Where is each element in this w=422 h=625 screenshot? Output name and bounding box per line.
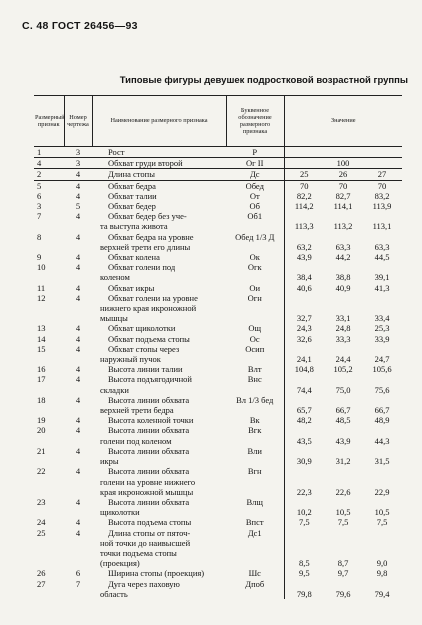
cell-fig: 4 <box>75 364 81 375</box>
cell-value: 26 <box>324 169 362 180</box>
table-row <box>34 191 402 201</box>
cell-num: 2 <box>34 169 64 180</box>
cell-num: 21 <box>37 445 46 456</box>
cell-value: 104,8 <box>284 364 324 374</box>
cell-value: 9,0 <box>376 558 388 569</box>
cell-value: 100 <box>324 158 362 169</box>
cell-num: 23 <box>37 496 46 507</box>
cell-fig: 4 <box>75 466 81 477</box>
cell-name <box>92 497 226 517</box>
cell-value: 32,6 <box>284 334 324 344</box>
cell-name-line: мышцы <box>100 313 128 324</box>
col-header-fig: Номер чертежа <box>64 96 92 147</box>
cell-name-line: Обхват голени под <box>108 262 176 273</box>
table-row <box>34 446 402 466</box>
cell-num: 10 <box>37 262 46 273</box>
table-row <box>34 334 402 344</box>
cell-name-line: складки <box>100 384 129 395</box>
cell-name-line: голени на уровне нижнего <box>100 476 196 487</box>
cell-value: 33,4 <box>374 313 390 324</box>
cell-name-line: коленом <box>100 272 130 283</box>
cell-sym: Внс <box>247 374 262 385</box>
cell-name <box>92 425 226 445</box>
table-row <box>34 169 402 180</box>
cell-num: 25 <box>37 527 46 538</box>
cell-name-line: Длина стопы от пяточ- <box>108 527 191 538</box>
cell-fig: 4 <box>75 262 81 273</box>
cell-sym: Огк <box>247 262 262 273</box>
cell-value: 10,2 <box>284 497 324 517</box>
cell-name-line: та выступа живота <box>100 221 168 232</box>
cell-value: 38,8 <box>335 272 351 283</box>
cell-num: 16 <box>37 364 46 375</box>
cell-name-line: Обхват бедер <box>108 201 156 212</box>
cell-name <box>92 191 226 201</box>
cell-value: 113,3 <box>284 211 324 231</box>
cell-name-line: края икроножной мышцы <box>100 486 194 497</box>
cell-num: 18 <box>37 394 46 405</box>
cell-name-line: область <box>100 588 128 599</box>
cell-sym: Вгн <box>247 466 262 477</box>
cell-name-line: ной точки до наивысшей <box>100 537 191 548</box>
cell-fig: 4 <box>75 252 81 263</box>
cell-name <box>92 180 226 191</box>
cell-value: 41,3 <box>374 282 390 293</box>
cell-num: 19 <box>37 415 46 426</box>
measurements-table <box>34 95 402 599</box>
cell-value: 75,6 <box>374 384 390 395</box>
cell-value: 39,1 <box>374 272 390 283</box>
col-header-name: Наименование размерного признака <box>92 96 226 147</box>
cell-value: 114,2 <box>284 201 324 211</box>
cell-value: 22,3 <box>284 466 324 497</box>
cell-name <box>92 262 226 282</box>
cell-name-line: наружный пучок <box>100 354 161 365</box>
cell-num: 1 <box>34 147 64 158</box>
cell-num: 20 <box>37 425 46 436</box>
cell-name <box>92 466 226 497</box>
table-row <box>34 568 402 578</box>
cell-sym: От <box>249 190 260 201</box>
cell-name-line: Обхват бедра на уровне <box>108 231 194 242</box>
cell-value: 113,2 <box>333 221 353 232</box>
cell-value: 8,7 <box>337 558 349 569</box>
cell-fig: 4 <box>75 517 81 528</box>
table-row <box>34 517 402 527</box>
cell-name <box>92 528 226 569</box>
table-row <box>34 158 402 169</box>
cell-fig: 4 <box>75 292 81 303</box>
cell-name-line: Обхват щиколотки <box>108 323 176 334</box>
cell-fig: 4 <box>75 394 81 405</box>
cell-value: 7,5 <box>376 517 388 528</box>
cell-value: 38,4 <box>284 262 324 282</box>
cell-value: 113,1 <box>372 221 392 232</box>
cell-name-line: верхней трети бедра <box>100 405 174 416</box>
table-row <box>34 364 402 374</box>
cell-name-line: икры <box>100 456 119 467</box>
cell-num: 5 <box>37 180 42 191</box>
cell-value: 24,1 <box>284 344 324 364</box>
cell-fig: 5 <box>75 201 81 212</box>
cell-sym: Вл 1/3 бед <box>236 394 274 405</box>
table-row <box>34 395 402 415</box>
cell-num: 22 <box>37 466 46 477</box>
cell-name <box>92 568 226 578</box>
table-row <box>34 211 402 231</box>
cell-value <box>362 147 402 158</box>
cell-sym: Ос <box>249 333 260 344</box>
cell-value: 27 <box>362 169 402 180</box>
cell-fig: 7 <box>75 578 81 589</box>
cell-name <box>92 364 226 374</box>
cell-value: 32,7 <box>284 293 324 324</box>
cell-sym: Огн <box>247 292 262 303</box>
cell-sym: Вк <box>249 415 260 426</box>
cell-name <box>92 323 226 333</box>
cell-fig: 4 <box>64 169 92 180</box>
cell-value: 43,9 <box>284 252 324 262</box>
cell-value: 82,7 <box>335 190 351 201</box>
cell-fig: 4 <box>75 333 81 344</box>
cell-value: 24,4 <box>335 354 351 365</box>
table-row <box>34 415 402 425</box>
cell-fig: 6 <box>75 568 81 579</box>
cell-value: 63,3 <box>374 241 390 252</box>
cell-num: 11 <box>37 282 46 293</box>
table-row <box>34 323 402 333</box>
cell-name <box>92 293 226 324</box>
cell-value: 40,6 <box>284 283 324 293</box>
cell-num: 12 <box>37 292 46 303</box>
table-row <box>34 201 402 211</box>
cell-value: 113,9 <box>372 201 392 212</box>
cell-fig: 4 <box>75 374 81 385</box>
cell-value: 22,6 <box>335 486 351 497</box>
cell-sym: Влт <box>247 364 262 375</box>
cell-value: 66,7 <box>335 405 351 416</box>
cell-name-line: Высота коленной точки <box>108 415 194 426</box>
cell-name-line: (проекция) <box>100 558 140 569</box>
cell-value: 70 <box>377 180 387 191</box>
cell-value: 44,2 <box>335 252 351 263</box>
cell-sym: Ои <box>249 282 261 293</box>
cell-value: 30,9 <box>284 446 324 466</box>
cell-value: 48,2 <box>284 415 324 425</box>
cell-name-line: Высота подъягодичной <box>108 374 192 385</box>
cell-num: 14 <box>37 333 46 344</box>
cell-name-line: щиколотки <box>100 507 140 518</box>
table-row <box>34 528 402 569</box>
cell-sym: Шс <box>248 568 261 579</box>
cell-sym: Влщ <box>246 496 263 507</box>
cell-name-line: нижнего края икроножной <box>100 303 197 314</box>
table-row <box>34 262 402 282</box>
cell-name <box>92 169 226 180</box>
cell-value: 10,5 <box>335 507 351 518</box>
cell-value: 24,8 <box>335 323 351 334</box>
cell-value: 82,2 <box>284 191 324 201</box>
cell-value: 114,1 <box>333 201 353 212</box>
cell-fig: 4 <box>75 231 81 242</box>
cell-value: 33,9 <box>374 333 390 344</box>
cell-value: 9,7 <box>337 568 349 579</box>
cell-name-line: Обхват стопы через <box>108 343 180 354</box>
cell-value: 24,3 <box>284 323 324 333</box>
cell-num: 9 <box>37 252 42 263</box>
cell-value: 79,4 <box>374 588 390 599</box>
table-row <box>34 374 402 394</box>
cell-name <box>92 252 226 262</box>
cell-name <box>92 344 226 364</box>
cell-num: 4 <box>34 158 64 169</box>
cell-name <box>92 283 226 293</box>
cell-name <box>92 201 226 211</box>
cell-value: 31,2 <box>335 456 351 467</box>
cell-value: 25 <box>284 169 324 180</box>
cell-num: 27 <box>37 578 46 589</box>
cell-name-line: Обхват икры <box>108 282 155 293</box>
cell-name-line: Обхват бедер без уче- <box>108 211 187 222</box>
cell-name-line: верхней трети его длины <box>100 241 191 252</box>
cell-sym: Впст <box>245 517 264 528</box>
cell-value: 79,8 <box>284 579 324 599</box>
cell-name-line: голени под коленом <box>100 435 172 446</box>
cell-name <box>92 147 226 158</box>
table-body <box>34 147 402 599</box>
cell-value: 44,5 <box>374 252 390 263</box>
cell-fig: 4 <box>75 211 81 222</box>
cell-value: 24,7 <box>374 354 390 365</box>
cell-fig: 4 <box>75 527 81 538</box>
cell-name-line: Обхват груди второй <box>108 158 183 169</box>
cell-value: 105,6 <box>372 364 392 375</box>
cell-fig: 4 <box>75 282 81 293</box>
cell-name-line: Обхват талии <box>108 190 157 201</box>
cell-fig: 4 <box>75 180 81 191</box>
cell-name-line: Высота подъема стопы <box>108 517 192 528</box>
cell-sym: Обед <box>245 180 264 191</box>
cell-value: 75,0 <box>335 384 351 395</box>
cell-name <box>92 395 226 415</box>
table-header-row <box>34 96 402 147</box>
cell-num: 13 <box>37 323 46 334</box>
cell-value: 33,3 <box>335 333 351 344</box>
cell-name-line: Высота линии талии <box>108 364 183 375</box>
table-row <box>34 180 402 191</box>
table-row <box>34 283 402 293</box>
cell-name-line: Обхват голени на уровне <box>108 292 198 303</box>
cell-name-line: Высота линии обхвата <box>108 445 190 456</box>
cell-num: 26 <box>37 568 46 579</box>
cell-sym: Осип <box>245 343 265 354</box>
cell-name <box>92 158 226 169</box>
table-row <box>34 147 402 158</box>
cell-value: 7,5 <box>337 517 349 528</box>
cell-value: 63,3 <box>335 241 351 252</box>
cell-value: 48,9 <box>374 415 390 426</box>
cell-value: 40,9 <box>335 282 351 293</box>
table-row <box>34 344 402 364</box>
cell-value: 44,3 <box>374 435 390 446</box>
cell-value: 33,1 <box>335 313 351 324</box>
cell-sym: Дс <box>226 169 284 180</box>
cell-fig: 4 <box>75 425 81 436</box>
col-header-sym: Буквенное обозначение размерного признака <box>226 96 284 147</box>
cell-num: 15 <box>37 343 46 354</box>
cell-name <box>92 232 226 252</box>
table-row <box>34 425 402 445</box>
col-header-num: Размерный признак <box>34 96 64 147</box>
cell-fig: 4 <box>75 190 81 201</box>
cell-value: 79,6 <box>335 588 351 599</box>
cell-value: 63,2 <box>284 232 324 252</box>
cell-value <box>362 158 402 169</box>
cell-value: 70 <box>284 180 324 191</box>
table-row <box>34 466 402 497</box>
cell-value: 70 <box>338 180 348 191</box>
cell-name <box>92 579 226 599</box>
cell-value: 7,5 <box>284 517 324 527</box>
cell-sym: Об1 <box>247 211 263 222</box>
cell-value: 48,5 <box>335 415 351 426</box>
cell-name-line: точки подъема стопы <box>100 547 177 558</box>
cell-value: 25,3 <box>374 323 390 334</box>
cell-sym: Об <box>249 201 260 212</box>
cell-num: 8 <box>37 231 42 242</box>
cell-name <box>92 211 226 231</box>
cell-fig: 4 <box>75 496 81 507</box>
cell-value: 10,5 <box>374 507 390 518</box>
cell-sym: Дс1 <box>247 527 262 538</box>
cell-name-line: Обхват колена <box>108 252 160 263</box>
cell-sym: Обед 1/3 Д <box>235 231 275 242</box>
cell-name-line: Длина стопы <box>108 169 155 180</box>
cell-value: 43,9 <box>335 435 351 446</box>
cell-name <box>92 517 226 527</box>
cell-name <box>92 374 226 394</box>
cell-value: 65,7 <box>284 395 324 415</box>
cell-value: 9,8 <box>376 568 388 579</box>
cell-num: 17 <box>37 374 46 385</box>
table-row <box>34 579 402 599</box>
cell-value: 105,2 <box>333 364 353 375</box>
cell-name-line: Высота линии обхвата <box>108 496 190 507</box>
cell-name <box>92 415 226 425</box>
table-row <box>34 252 402 262</box>
cell-fig: 4 <box>75 323 81 334</box>
cell-fig: 3 <box>64 158 92 169</box>
cell-sym: Дпоб <box>245 578 265 589</box>
cell-num: 6 <box>37 190 42 201</box>
cell-value <box>284 147 324 158</box>
cell-num: 24 <box>37 517 46 528</box>
table-row <box>34 497 402 517</box>
cell-sym: Р <box>226 147 284 158</box>
cell-name-line: Дуга через паховую <box>108 578 180 589</box>
cell-value: 66,7 <box>374 405 390 416</box>
cell-num: 7 <box>37 211 42 222</box>
cell-name-line: Высота линии обхвата <box>108 425 190 436</box>
cell-fig: 4 <box>75 415 81 426</box>
cell-name-line: Ширина стопы (проекция) <box>108 568 205 579</box>
cell-sym: Вгк <box>248 425 262 436</box>
cell-value: 22,9 <box>374 486 390 497</box>
col-header-val: Значение <box>284 96 402 147</box>
cell-fig: 4 <box>75 445 81 456</box>
cell-value: 43,5 <box>284 425 324 445</box>
cell-name <box>92 446 226 466</box>
cell-sym: Ощ <box>248 323 262 334</box>
cell-value: 31,5 <box>374 456 390 467</box>
cell-sym: Ок <box>249 252 260 263</box>
cell-sym: Вли <box>247 445 262 456</box>
cell-name-line: Высота линии обхвата <box>108 466 190 477</box>
page-header: С. 48 ГОСТ 26456—93 <box>22 20 138 32</box>
cell-value: 8,5 <box>284 528 324 569</box>
cell-name-line: Рост <box>108 147 125 157</box>
cell-fig: 4 <box>75 343 81 354</box>
cell-value <box>284 158 324 169</box>
cell-name-line: Обхват бедра <box>108 180 156 191</box>
cell-fig: 3 <box>64 147 92 158</box>
table-title: Типовые фигуры девушек подростковой возрастной группы <box>119 75 408 86</box>
cell-name <box>92 334 226 344</box>
cell-name-line: Высота линии обхвата <box>108 394 190 405</box>
cell-value <box>324 147 362 158</box>
cell-value: 74,4 <box>284 374 324 394</box>
cell-value: 9,5 <box>284 568 324 578</box>
cell-sym: Ог II <box>226 158 284 169</box>
cell-value: 83,2 <box>374 190 390 201</box>
cell-name-line: Обхват подъема стопы <box>108 333 190 344</box>
cell-num: 3 <box>37 201 42 212</box>
table-row <box>34 232 402 252</box>
table-row <box>34 293 402 324</box>
